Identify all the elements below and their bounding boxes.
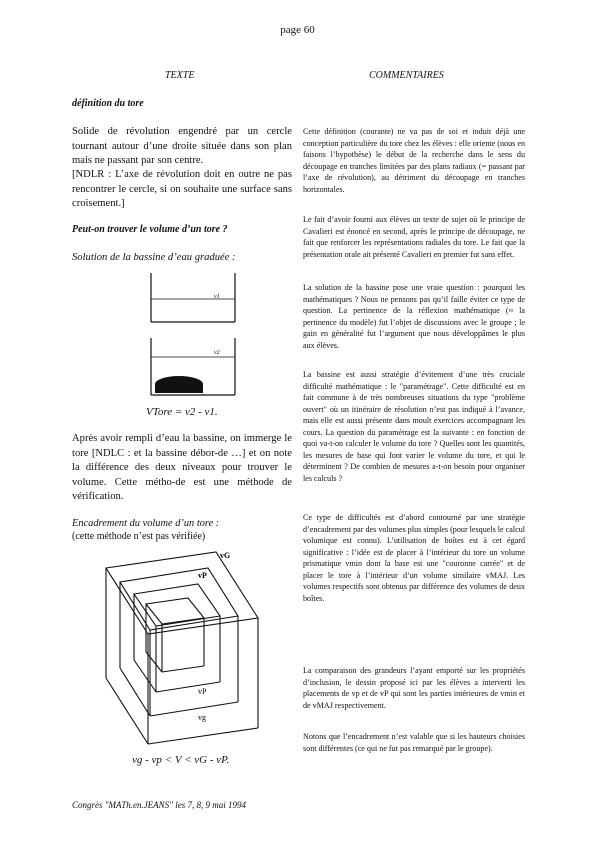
label-vP-top: vP <box>198 571 207 580</box>
nested-boxes-diagram <box>88 548 278 748</box>
basin-label-v1: v1 <box>214 294 220 300</box>
comment-paragraph-2: Le fait d’avoir fourni aux élèves un texte de sujet où le principe de Cavalieri est énoncé en second, après le principe de découpage, ne fait que renforcer les représentations radiales du tore. Le fait que la présentation orale ait présenté Cavalieri en premier fut sans effet. <box>303 215 525 259</box>
footer: Congrès "MATh.en.JEANS" les 7, 8, 9 mai 1994 <box>72 800 246 810</box>
question-heading: Peut-on trouver le volume d’un tore ? <box>72 224 228 235</box>
comment-paragraph-1: Cette définition (courante) ne va pas de soi et induit déjà une conception particulière du tore chez les élèves : elle oriente (nous en faisons l’hypothèse) le début de la recherche dans le sens du découpage en tranches limitées par des plans radiaux (= passant par l’axe de révolution), au détriment du découpage en tranches horizontales. <box>303 127 525 194</box>
page-number: page 60 <box>280 24 315 36</box>
formula-encadrement: vg - vp < V < vG - vP. <box>132 754 230 766</box>
comment-paragraph-4: La bassine est aussi stratégie d’évitement d’une très cruciale difficulté mathématique : le "paramétrage". Cette difficulté est en fait commune à de très nombreuses situations du type "problème ouvert" où un itinéraire de résolution n’est pas indiqué à l’avance, mais elle est aussi présente dans moult exercices accompagnant les cours. La question du paramétrage est la suivante : en fonction de quoi va-t-on calculer le volume du tore ? Quelles sont les quantités, les mesures de base qui font varier le volume du tore, et qui le déterminent ? De combien de mesures a-t-on besoin pour organiser les calculs ? <box>303 370 525 483</box>
ndlr-paragraph: [NDLR : L’axe de révolution doit en outre ne pas rencontrer le cercle, si on souhaite une surface sans croisement.] <box>72 169 292 210</box>
encadrement-title: Encadrement du volume d’un tore : <box>72 518 220 529</box>
basin-diagram <box>148 268 238 398</box>
label-vg: vg <box>198 713 206 722</box>
column-title-commentaires: COMMENTAIRES <box>369 70 444 81</box>
encadrement-subtitle: (cette méthode n’est pas vérifiée) <box>72 531 206 542</box>
method-paragraph: Après avoir rempli d’eau la bassine, on immerge le tore [NDLC : et la bassine débor-de …] et on note la différence des deux niveaux pour trouver le volume. Cette métho-de est une méthode de vérification. <box>72 433 292 503</box>
label-vG: vG <box>220 551 231 560</box>
definition-paragraph: Solide de révolution engendré par un cercle tournant autour d’une droite située dans son plan mais ne passant par son centre. <box>72 126 292 167</box>
comment-paragraph-7: Notons que l’encadrement n’est valable que si les hauteurs choisies sont différentes (ce qui ne fut pas remarqué par le groupe). <box>303 732 525 753</box>
basin-bottom <box>151 338 235 395</box>
basin-top <box>151 273 235 322</box>
comment-paragraph-3: La solution de la bassine pose une vraie question : pourquoi les mathématiques ? Nous ne pensons pas qu’il faille éviter ce type de question. La pertinence de la réflexion mathématique (≈ la pertinence du modèle) fut l’objet de discussions avec le groupe ; le gain en généralité fut l’argument que nous développâmes le plus aux élèves. <box>303 283 525 350</box>
column-title-texte: TEXTE <box>165 70 195 81</box>
solution-title: Solution de la bassine d’eau graduée : <box>72 252 236 263</box>
basin-label-v2: v2 <box>214 350 220 356</box>
formula-vtore: VTore = v2 - v1. <box>146 406 218 418</box>
section-title: définition du tore <box>72 98 144 109</box>
label-vP-bottom: vP <box>198 687 207 696</box>
comment-paragraph-5: Ce type de difficultés est d’abord contourné par une stratégie d’encadrement par des volumes plus simples (pour lesquels le calcul volumique est connu). L’utilisation de boîtes est à cet égard significative : l’idée est de placer à l’intérieur du tore un volume prismatique vmin dont la base est une "couronne carrée" et de placer le tore à l’intérieur d’un volume similaire vMAJ. Les volumes respectifs sont obtenus par différence des volumes de deux boîtes. <box>303 513 525 603</box>
comment-paragraph-6: La comparaison des grandeurs l’ayant emporté sur les propriétés d’inclusion, le dessin proposé ici par les élèves a interverti les placements de vp et de vP qui sont les parties intérieures de vmin et de vMAJ respectivement. <box>303 666 525 710</box>
